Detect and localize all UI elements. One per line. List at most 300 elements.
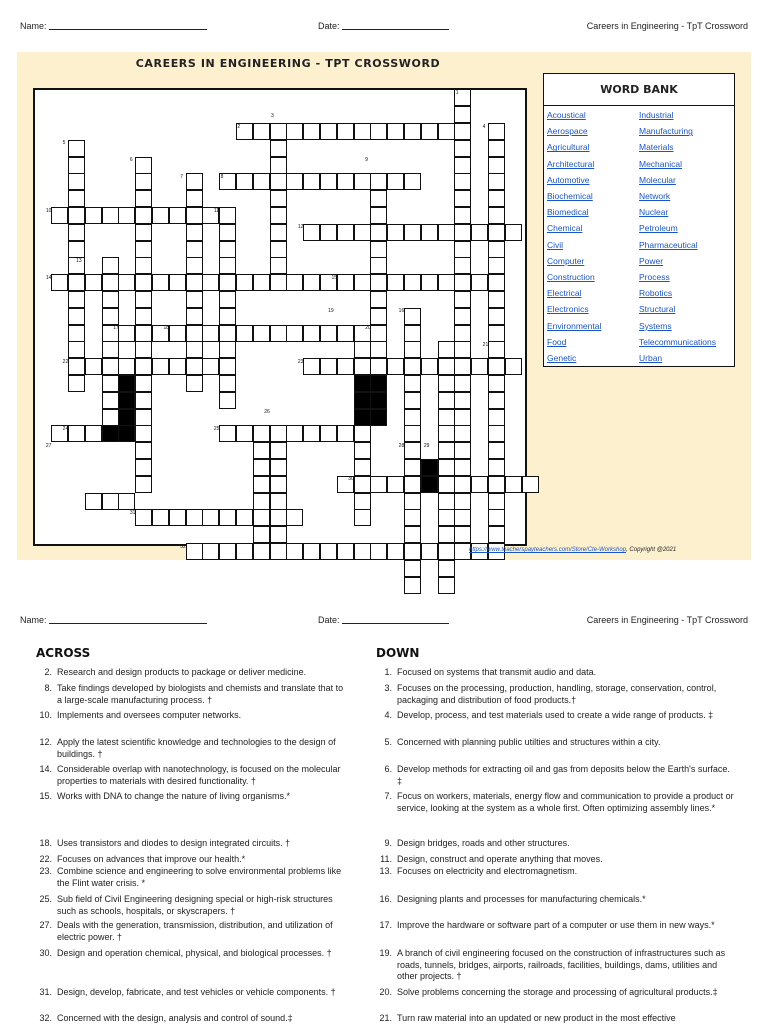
crossword-cell[interactable] <box>404 325 421 342</box>
crossword-cell[interactable] <box>51 274 68 291</box>
word-bank-entry[interactable]: Power <box>639 255 664 266</box>
crossword-cell[interactable] <box>186 173 203 190</box>
crossword-cell[interactable] <box>118 493 135 510</box>
crossword-cell[interactable] <box>488 341 505 358</box>
crossword-cell[interactable] <box>219 308 236 325</box>
crossword-cell[interactable] <box>488 173 505 190</box>
word-bank-entry[interactable]: Computer <box>547 255 585 266</box>
crossword-cell[interactable] <box>337 224 354 241</box>
store-link[interactable]: https://www.teacherspayteachers.com/Store/Cte-Workshop <box>469 547 627 553</box>
word-bank-entry[interactable]: Structural <box>639 304 676 315</box>
crossword-cell[interactable] <box>68 341 85 358</box>
crossword-cell[interactable] <box>421 123 438 140</box>
crossword-cell[interactable] <box>68 173 85 190</box>
word-bank-entry[interactable]: Network <box>639 191 671 202</box>
word-bank-entry[interactable]: Automotive <box>547 174 590 185</box>
crossword-cell[interactable] <box>303 274 320 291</box>
crossword-cell[interactable] <box>186 190 203 207</box>
crossword-cell[interactable] <box>135 291 152 308</box>
crossword-cell[interactable] <box>488 442 505 459</box>
word-bank-entry[interactable]: Robotics <box>639 288 673 299</box>
crossword-cell[interactable] <box>135 173 152 190</box>
crossword-cell[interactable] <box>219 341 236 358</box>
crossword-cell[interactable] <box>219 207 236 224</box>
crossword-cell[interactable] <box>454 459 471 476</box>
crossword-cell[interactable] <box>488 375 505 392</box>
crossword-cell[interactable] <box>337 325 354 342</box>
crossword-cell[interactable] <box>286 509 303 526</box>
crossword-cell[interactable] <box>135 358 152 375</box>
crossword-cell[interactable] <box>169 274 186 291</box>
crossword-cell[interactable] <box>438 543 455 560</box>
crossword-cell[interactable] <box>270 140 287 157</box>
crossword-cell[interactable] <box>370 224 387 241</box>
crossword-cell[interactable] <box>102 341 119 358</box>
crossword-cell[interactable] <box>68 241 85 258</box>
crossword-cell[interactable] <box>438 341 455 358</box>
crossword-cell[interactable] <box>471 358 488 375</box>
crossword-cell[interactable] <box>454 106 471 123</box>
crossword-cell[interactable] <box>152 207 169 224</box>
crossword-cell[interactable] <box>253 509 270 526</box>
crossword-cell[interactable] <box>488 291 505 308</box>
crossword-cell[interactable] <box>488 241 505 258</box>
crossword-cell[interactable] <box>505 476 522 493</box>
crossword-cell[interactable] <box>270 173 287 190</box>
crossword-cell[interactable] <box>454 123 471 140</box>
crossword-cell[interactable] <box>219 224 236 241</box>
word-bank-entry[interactable]: Environmental <box>547 320 602 331</box>
crossword-cell[interactable] <box>404 409 421 426</box>
crossword-cell[interactable] <box>219 375 236 392</box>
crossword-cell[interactable] <box>303 425 320 442</box>
crossword-cell[interactable] <box>303 543 320 560</box>
crossword-cell[interactable] <box>135 442 152 459</box>
crossword-cell[interactable] <box>68 224 85 241</box>
crossword-cell[interactable] <box>169 325 186 342</box>
crossword-cell[interactable] <box>68 375 85 392</box>
crossword-cell[interactable] <box>186 325 203 342</box>
crossword-cell[interactable] <box>135 257 152 274</box>
crossword-cell[interactable] <box>438 358 455 375</box>
crossword-cell[interactable] <box>488 207 505 224</box>
word-bank-entry[interactable]: Mechanical <box>639 158 682 169</box>
crossword-cell[interactable] <box>438 509 455 526</box>
crossword-cell[interactable] <box>68 274 85 291</box>
crossword-cell[interactable] <box>169 358 186 375</box>
crossword-cell[interactable] <box>320 425 337 442</box>
crossword-cell[interactable] <box>404 543 421 560</box>
word-bank-entry[interactable]: Petroleum <box>639 223 678 234</box>
crossword-cell[interactable] <box>488 425 505 442</box>
crossword-cell[interactable] <box>270 476 287 493</box>
crossword-cell[interactable] <box>253 543 270 560</box>
crossword-cell[interactable] <box>236 173 253 190</box>
crossword-cell[interactable] <box>370 173 387 190</box>
crossword-cell[interactable] <box>488 358 505 375</box>
crossword-cell[interactable] <box>236 543 253 560</box>
crossword-cell[interactable] <box>454 526 471 543</box>
crossword-cell[interactable] <box>219 509 236 526</box>
crossword-cell[interactable] <box>421 274 438 291</box>
crossword-cell[interactable] <box>370 241 387 258</box>
crossword-cell[interactable] <box>219 425 236 442</box>
crossword-cell[interactable] <box>102 308 119 325</box>
crossword-cell[interactable] <box>202 274 219 291</box>
crossword-cell[interactable] <box>370 190 387 207</box>
crossword-cell[interactable] <box>270 123 287 140</box>
crossword-cell[interactable] <box>488 509 505 526</box>
crossword-cell[interactable] <box>253 442 270 459</box>
crossword-cell[interactable] <box>253 173 270 190</box>
crossword-cell[interactable] <box>454 291 471 308</box>
word-bank-entry[interactable]: Systems <box>639 320 672 331</box>
crossword-cell[interactable] <box>387 358 404 375</box>
crossword-cell[interactable] <box>337 173 354 190</box>
crossword-cell[interactable] <box>370 325 387 342</box>
crossword-cell[interactable] <box>169 509 186 526</box>
crossword-cell[interactable] <box>404 358 421 375</box>
crossword-cell[interactable] <box>270 257 287 274</box>
crossword-cell[interactable] <box>320 358 337 375</box>
word-bank-entry[interactable]: Agricultural <box>547 142 590 153</box>
crossword-cell[interactable] <box>118 325 135 342</box>
crossword-cell[interactable] <box>68 207 85 224</box>
crossword-cell[interactable] <box>404 341 421 358</box>
crossword-cell[interactable] <box>202 509 219 526</box>
crossword-cell[interactable] <box>387 123 404 140</box>
crossword-cell[interactable] <box>85 358 102 375</box>
word-bank-entry[interactable]: Urban <box>639 353 663 364</box>
crossword-cell[interactable] <box>270 442 287 459</box>
crossword-cell[interactable] <box>253 274 270 291</box>
crossword-cell[interactable] <box>404 442 421 459</box>
crossword-cell[interactable] <box>102 257 119 274</box>
crossword-cell[interactable] <box>438 577 455 594</box>
crossword-cell[interactable] <box>454 442 471 459</box>
word-bank-entry[interactable]: Pharmaceutical <box>639 239 698 250</box>
crossword-cell[interactable] <box>404 308 421 325</box>
crossword-cell[interactable] <box>354 358 371 375</box>
word-bank-entry[interactable]: Process <box>639 272 670 283</box>
word-bank-entry[interactable]: Biochemical <box>547 191 593 202</box>
crossword-cell[interactable] <box>404 526 421 543</box>
crossword-cell[interactable] <box>454 409 471 426</box>
crossword-cell[interactable] <box>370 308 387 325</box>
crossword-cell[interactable] <box>135 274 152 291</box>
crossword-cell[interactable] <box>236 274 253 291</box>
crossword-cell[interactable] <box>370 476 387 493</box>
crossword-cell[interactable] <box>454 392 471 409</box>
crossword-cell[interactable] <box>454 157 471 174</box>
crossword-cell[interactable] <box>438 459 455 476</box>
crossword-cell[interactable] <box>219 257 236 274</box>
crossword-cell[interactable] <box>404 123 421 140</box>
crossword-cell[interactable] <box>135 476 152 493</box>
word-bank-entry[interactable]: Genetic <box>547 353 577 364</box>
crossword-cell[interactable] <box>320 543 337 560</box>
crossword-cell[interactable] <box>370 341 387 358</box>
crossword-cell[interactable] <box>438 442 455 459</box>
crossword-cell[interactable] <box>354 173 371 190</box>
crossword-cell[interactable] <box>404 560 421 577</box>
crossword-cell[interactable] <box>354 476 371 493</box>
crossword-cell[interactable] <box>337 123 354 140</box>
word-bank-entry[interactable]: Chemical <box>547 223 583 234</box>
crossword-cell[interactable] <box>85 274 102 291</box>
crossword-cell[interactable] <box>51 207 68 224</box>
crossword-cell[interactable] <box>186 341 203 358</box>
crossword-cell[interactable] <box>404 509 421 526</box>
crossword-cell[interactable] <box>488 123 505 140</box>
crossword-cell[interactable] <box>522 476 539 493</box>
crossword-cell[interactable] <box>135 224 152 241</box>
crossword-cell[interactable] <box>404 274 421 291</box>
crossword-cell[interactable] <box>454 173 471 190</box>
crossword-cell[interactable] <box>404 173 421 190</box>
crossword-cell[interactable] <box>354 493 371 510</box>
crossword-cell[interactable] <box>354 543 371 560</box>
crossword-cell[interactable] <box>286 543 303 560</box>
crossword-cell[interactable] <box>438 560 455 577</box>
crossword-cell[interactable] <box>370 543 387 560</box>
crossword-cell[interactable] <box>438 526 455 543</box>
crossword-cell[interactable] <box>286 274 303 291</box>
crossword-cell[interactable] <box>354 274 371 291</box>
word-bank-entry[interactable]: Civil <box>547 239 564 250</box>
crossword-cell[interactable] <box>270 274 287 291</box>
crossword-cell[interactable] <box>421 358 438 375</box>
crossword-cell[interactable] <box>370 257 387 274</box>
crossword-cell[interactable] <box>454 375 471 392</box>
crossword-cell[interactable] <box>454 476 471 493</box>
crossword-cell[interactable] <box>354 442 371 459</box>
crossword-cell[interactable] <box>303 358 320 375</box>
crossword-cell[interactable] <box>219 325 236 342</box>
crossword-cell[interactable] <box>505 358 522 375</box>
crossword-cell[interactable] <box>354 425 371 442</box>
crossword-cell[interactable] <box>488 224 505 241</box>
crossword-cell[interactable] <box>387 224 404 241</box>
word-bank-entry[interactable]: Food <box>547 336 567 347</box>
word-bank-entry[interactable]: Construction <box>547 272 595 283</box>
crossword-cell[interactable] <box>488 459 505 476</box>
crossword-cell[interactable] <box>438 493 455 510</box>
crossword-cell[interactable] <box>118 274 135 291</box>
crossword-cell[interactable] <box>454 224 471 241</box>
crossword-cell[interactable] <box>186 257 203 274</box>
crossword-cell[interactable] <box>102 392 119 409</box>
crossword-cell[interactable] <box>118 358 135 375</box>
crossword-cell[interactable] <box>270 526 287 543</box>
crossword-cell[interactable] <box>438 425 455 442</box>
crossword-cell[interactable] <box>488 140 505 157</box>
crossword-cell[interactable] <box>454 241 471 258</box>
crossword-cell[interactable] <box>370 358 387 375</box>
crossword-cell[interactable] <box>102 358 119 375</box>
crossword-cell[interactable] <box>135 207 152 224</box>
crossword-cell[interactable] <box>152 274 169 291</box>
crossword-cell[interactable] <box>186 207 203 224</box>
crossword-cell[interactable] <box>85 425 102 442</box>
crossword-cell[interactable] <box>488 274 505 291</box>
crossword-cell[interactable] <box>202 325 219 342</box>
crossword-cell[interactable] <box>471 274 488 291</box>
crossword-cell[interactable] <box>471 476 488 493</box>
crossword-cell[interactable] <box>270 543 287 560</box>
crossword-cell[interactable] <box>135 392 152 409</box>
crossword-cell[interactable] <box>169 207 186 224</box>
crossword-cell[interactable] <box>102 207 119 224</box>
crossword-cell[interactable] <box>488 526 505 543</box>
crossword-cell[interactable] <box>152 509 169 526</box>
crossword-cell[interactable] <box>102 375 119 392</box>
crossword-cell[interactable] <box>186 543 203 560</box>
crossword-cell[interactable] <box>454 425 471 442</box>
crossword-cell[interactable] <box>488 392 505 409</box>
crossword-cell[interactable] <box>186 241 203 258</box>
crossword-cell[interactable] <box>253 493 270 510</box>
crossword-cell[interactable] <box>505 224 522 241</box>
crossword-cell[interactable] <box>488 257 505 274</box>
crossword-cell[interactable] <box>253 425 270 442</box>
crossword-cell[interactable] <box>438 392 455 409</box>
crossword-cell[interactable] <box>471 224 488 241</box>
crossword-cell[interactable] <box>102 493 119 510</box>
word-bank-entry[interactable]: Telecommunications <box>639 336 717 347</box>
crossword-cell[interactable] <box>270 425 287 442</box>
crossword-cell[interactable] <box>454 257 471 274</box>
crossword-cell[interactable] <box>370 207 387 224</box>
crossword-cell[interactable] <box>303 173 320 190</box>
crossword-cell[interactable] <box>85 207 102 224</box>
crossword-cell[interactable] <box>454 509 471 526</box>
crossword-cell[interactable] <box>354 224 371 241</box>
crossword-cell[interactable] <box>236 425 253 442</box>
crossword-cell[interactable] <box>438 123 455 140</box>
crossword-cell[interactable] <box>186 291 203 308</box>
crossword-cell[interactable] <box>286 325 303 342</box>
crossword-cell[interactable] <box>202 358 219 375</box>
crossword-cell[interactable] <box>387 173 404 190</box>
crossword-cell[interactable] <box>454 325 471 342</box>
crossword-cell[interactable] <box>68 325 85 342</box>
crossword-cell[interactable] <box>303 325 320 342</box>
crossword-cell[interactable] <box>404 425 421 442</box>
word-bank-entry[interactable]: Manufacturing <box>639 126 693 137</box>
word-bank-entry[interactable]: Electronics <box>547 304 589 315</box>
crossword-cell[interactable] <box>488 325 505 342</box>
crossword-cell[interactable] <box>488 409 505 426</box>
crossword-cell[interactable] <box>488 308 505 325</box>
crossword-cell[interactable] <box>102 291 119 308</box>
crossword-cell[interactable] <box>387 274 404 291</box>
crossword-cell[interactable] <box>135 241 152 258</box>
word-bank-entry[interactable]: Electrical <box>547 288 582 299</box>
crossword-cell[interactable] <box>421 543 438 560</box>
crossword-cell[interactable] <box>488 476 505 493</box>
crossword-cell[interactable] <box>186 224 203 241</box>
crossword-cell[interactable] <box>337 543 354 560</box>
crossword-cell[interactable] <box>270 224 287 241</box>
crossword-cell[interactable] <box>488 157 505 174</box>
crossword-cell[interactable] <box>320 123 337 140</box>
crossword-cell[interactable] <box>135 341 152 358</box>
word-bank-entry[interactable]: Industrial <box>639 110 674 120</box>
word-bank-entry[interactable]: Materials <box>639 142 674 153</box>
word-bank-entry[interactable]: Aerospace <box>547 126 588 137</box>
crossword-cell[interactable] <box>253 526 270 543</box>
crossword-cell[interactable] <box>270 459 287 476</box>
crossword-cell[interactable] <box>270 157 287 174</box>
crossword-cell[interactable] <box>286 123 303 140</box>
crossword-cell[interactable] <box>202 543 219 560</box>
crossword-cell[interactable] <box>421 224 438 241</box>
crossword-cell[interactable] <box>354 459 371 476</box>
crossword-cell[interactable] <box>370 123 387 140</box>
crossword-cell[interactable] <box>303 123 320 140</box>
crossword-cell[interactable] <box>253 476 270 493</box>
crossword-cell[interactable] <box>270 325 287 342</box>
crossword-cell[interactable] <box>186 375 203 392</box>
crossword-cell[interactable] <box>320 173 337 190</box>
crossword-cell[interactable] <box>438 409 455 426</box>
crossword-cell[interactable] <box>186 274 203 291</box>
crossword-cell[interactable] <box>438 476 455 493</box>
crossword-cell[interactable] <box>135 409 152 426</box>
crossword-cell[interactable] <box>186 358 203 375</box>
crossword-cell[interactable] <box>354 123 371 140</box>
crossword-cell[interactable] <box>387 476 404 493</box>
crossword-cell[interactable] <box>135 308 152 325</box>
crossword-cell[interactable] <box>219 358 236 375</box>
crossword-cell[interactable] <box>438 375 455 392</box>
crossword-cell[interactable] <box>68 291 85 308</box>
crossword-cell[interactable] <box>286 425 303 442</box>
crossword-cell[interactable] <box>186 308 203 325</box>
word-bank-entry[interactable]: Molecular <box>639 174 676 185</box>
crossword-cell[interactable] <box>404 392 421 409</box>
crossword-cell[interactable] <box>354 341 371 358</box>
crossword-cell[interactable] <box>387 543 404 560</box>
crossword-cell[interactable] <box>135 459 152 476</box>
crossword-cell[interactable] <box>219 241 236 258</box>
crossword-cell[interactable] <box>404 577 421 594</box>
crossword-cell[interactable] <box>404 375 421 392</box>
crossword-cell[interactable] <box>454 341 471 358</box>
crossword-cell[interactable] <box>135 375 152 392</box>
crossword-cell[interactable] <box>270 493 287 510</box>
crossword-cell[interactable] <box>68 157 85 174</box>
crossword-cell[interactable] <box>303 224 320 241</box>
crossword-cell[interactable] <box>354 509 371 526</box>
crossword-cell[interactable] <box>270 190 287 207</box>
crossword-cell[interactable] <box>370 291 387 308</box>
crossword-cell[interactable] <box>102 409 119 426</box>
crossword-cell[interactable] <box>438 224 455 241</box>
crossword-cell[interactable] <box>270 509 287 526</box>
crossword-cell[interactable] <box>135 325 152 342</box>
crossword-cell[interactable] <box>68 425 85 442</box>
crossword-cell[interactable] <box>488 190 505 207</box>
crossword-cell[interactable] <box>135 157 152 174</box>
crossword-cell[interactable] <box>454 274 471 291</box>
crossword-cell[interactable] <box>438 274 455 291</box>
crossword-cell[interactable] <box>320 325 337 342</box>
crossword-cell[interactable] <box>404 493 421 510</box>
word-bank-entry[interactable]: Acoustical <box>547 110 586 120</box>
crossword-cell[interactable] <box>454 308 471 325</box>
